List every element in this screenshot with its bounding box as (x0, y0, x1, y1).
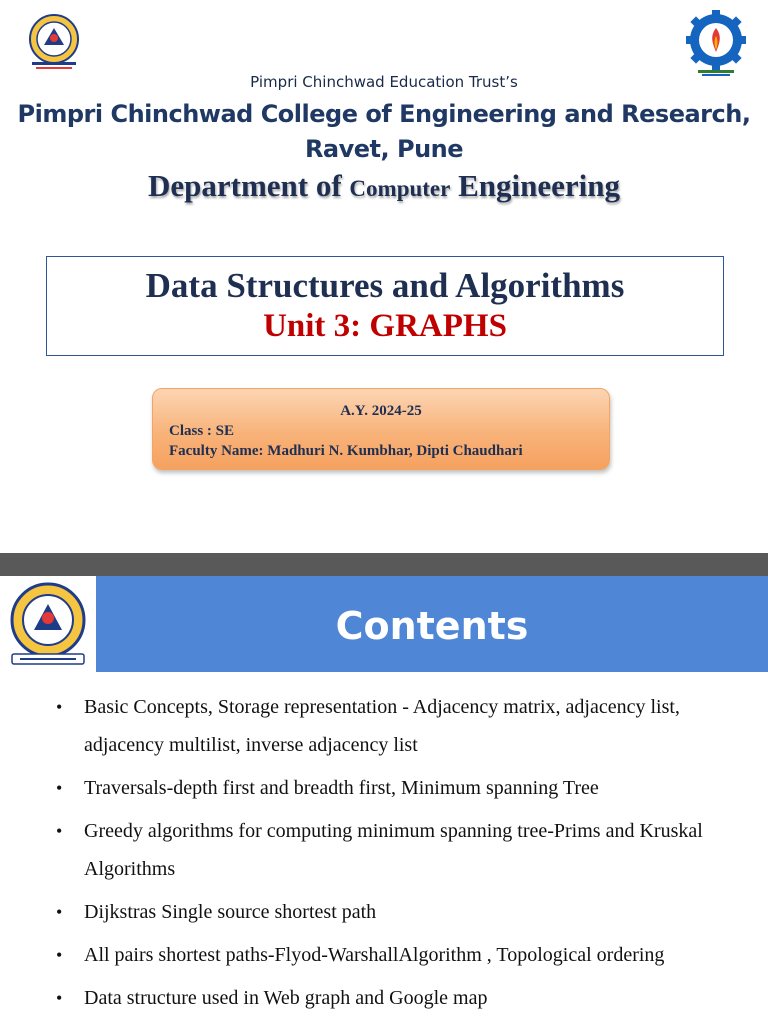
list-item: • Basic Concepts, Storage representation - Adjacency matrix, adjacency list, adjacency multilist, inverse adjacency list (56, 688, 756, 764)
dept-part-3: Engineering (450, 168, 621, 203)
contents-list (56, 688, 756, 1022)
department-title (0, 168, 768, 204)
contents-heading: Contents (96, 576, 768, 672)
course-title: Data Structures and Algorithms (145, 266, 625, 305)
list-item: • Greedy algorithms for computing minimum spanning tree-Prims and Kruskal Algorithms (56, 812, 756, 888)
contents-slide (0, 576, 768, 1024)
list-item: • Data structure used in Web graph and Google map (56, 979, 756, 1017)
college-line-1: Pimpri Chinchwad College of Engineering and Research, (17, 100, 751, 128)
dept-part-2: Computer (349, 176, 451, 201)
pccoer-gear-logo-icon (676, 10, 756, 78)
slide-divider (0, 553, 768, 576)
class-info: Class : SE (169, 423, 235, 439)
dept-part-1: Department of (147, 168, 350, 203)
college-name (0, 97, 768, 167)
list-item: • All pairs shortest paths-Flyod-WarshallAlgorithm , Topological ordering (56, 936, 756, 974)
institute-emblem-icon (18, 12, 90, 74)
list-item: • Dijkstras Single source shortest path (56, 893, 756, 931)
course-info-box (152, 388, 610, 470)
institute-emblem-icon (0, 576, 96, 672)
unit-title: Unit 3: GRAPHS (263, 308, 507, 344)
college-line-2: Ravet, Pune (304, 135, 464, 163)
faculty-info: Faculty Name: Madhuri N. Kumbhar, Dipti Chaudhari (169, 443, 523, 459)
academic-year: A.Y. 2024-25 (340, 403, 422, 419)
course-title-box (46, 256, 724, 356)
trust-name: Pimpri Chinchwad Education Trust’s (250, 73, 518, 91)
list-item: • Traversals-depth first and breadth first, Minimum spanning Tree (56, 769, 756, 807)
